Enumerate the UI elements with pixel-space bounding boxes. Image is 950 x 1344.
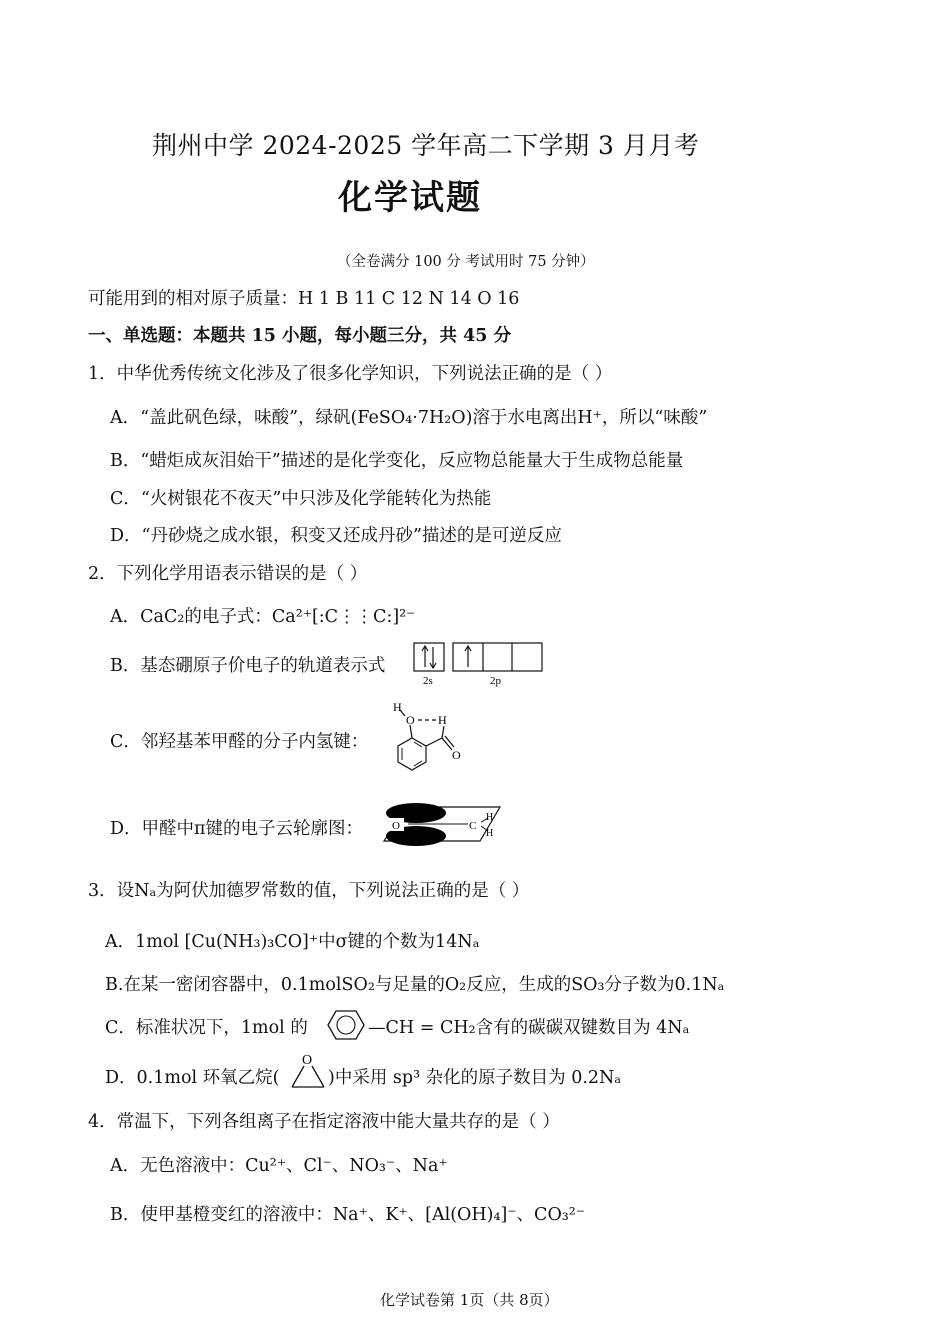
exam-title: 荆州中学 2024-2025 学年高二下学期 3 月月考	[152, 131, 700, 160]
epoxide-o-label: O	[302, 1053, 313, 1068]
q1-option-a: A．“盖此矾色绿，味酸”，绿矾(FeSO₄·7H₂O)溶于水电离出H⁺，所以“味酸”	[110, 408, 708, 428]
section-heading: 一、单选题：本题共 15 小题，每小题三分，共 45 分	[88, 326, 512, 346]
q3-option-d-prefix: D．0.1mol 环氧乙烷(	[105, 1068, 280, 1088]
q2-option-b: B．基态硼原子价电子的轨道表示式	[110, 656, 386, 676]
q3-option-c-suffix: —CH = CH₂含有的碳碳双键数目为 4Nₐ	[368, 1018, 690, 1038]
q3-stem: 3．设Nₐ为阿伏加德罗常数的值，下列说法正确的是（ ）	[88, 881, 530, 901]
orbital-2p-label: 2p	[490, 675, 501, 687]
atom-o-label: O	[406, 713, 415, 727]
atom-h-label: H	[486, 812, 494, 823]
q4-option-b: B．使甲基橙变红的溶液中：Na⁺、K⁺、[Al(OH)₄]⁻、CO₃²⁻	[110, 1205, 586, 1225]
q2-stem: 2．下列化学用语表示错误的是（ ）	[88, 564, 368, 584]
q3-option-c-prefix: C．标准状况下，1mol 的	[105, 1018, 308, 1038]
q1-option-d: D．“丹砂烧之成水银，积变又还成丹砂”描述的是可逆反应	[110, 526, 562, 546]
q1-option-b: B．“蜡炬成灰泪始干”描述的是化学变化，反应物总能量大于生成物总能量	[110, 451, 684, 471]
q2-option-d: D．甲醛中π键的电子云轮廓图：	[110, 819, 364, 839]
q2-option-c: C．邻羟基苯甲醛的分子内氢键：	[110, 732, 369, 752]
exam-info: （全卷满分 100 分 考试用时 75 分钟）	[337, 254, 595, 270]
hydrogen-bond-structure	[388, 698, 470, 780]
q3-option-d-suffix: )中采用 sp³ 杂化的原子数目为 0.2Nₐ	[328, 1068, 622, 1088]
atom-o-label: O	[392, 820, 400, 832]
atomic-masses: 可能用到的相对原子质量：H 1 B 11 C 12 N 14 O 16	[88, 289, 520, 309]
epoxide-ring	[284, 1047, 332, 1091]
subject-title: 化学试题	[338, 178, 482, 218]
q4-option-a: A．无色溶液中：Cu²⁺、Cl⁻、NO₃⁻、Na⁺	[110, 1156, 448, 1176]
q3-option-a: A．1mol [Cu(NH₃)₃CO]⁺中σ键的个数为14Nₐ	[105, 932, 480, 952]
q2-option-a: A．CaC₂的电子式：Ca²⁺[:C⋮⋮C:]²⁻	[110, 607, 416, 627]
q1-stem: 1．中华优秀传统文化涉及了很多化学知识，下列说法正确的是（ ）	[88, 364, 613, 384]
atom-h-label: H	[393, 700, 402, 714]
atom-c-label: C	[469, 820, 477, 832]
q4-stem: 4．常温下，下列各组离子在指定溶液中能大量共存的是（ ）	[88, 1112, 560, 1132]
pi-bond-cloud	[380, 798, 504, 850]
page-footer: 化学试卷第 1页（共 8页）	[380, 1291, 559, 1309]
q3-option-b: B.在某一密闭容器中，0.1molSO₂与足量的O₂反应，生成的SO₃分子数为0.1Nₐ	[105, 975, 725, 995]
orbital-2s-label: 2s	[423, 675, 433, 687]
atom-h-label: H	[438, 713, 447, 727]
q1-option-c: C．“火树银花不夜天”中只涉及化学能转化为热能	[110, 489, 492, 509]
atom-h-label: H	[486, 828, 494, 839]
atom-o-label: O	[452, 748, 461, 762]
orbital-diagram	[412, 640, 552, 688]
